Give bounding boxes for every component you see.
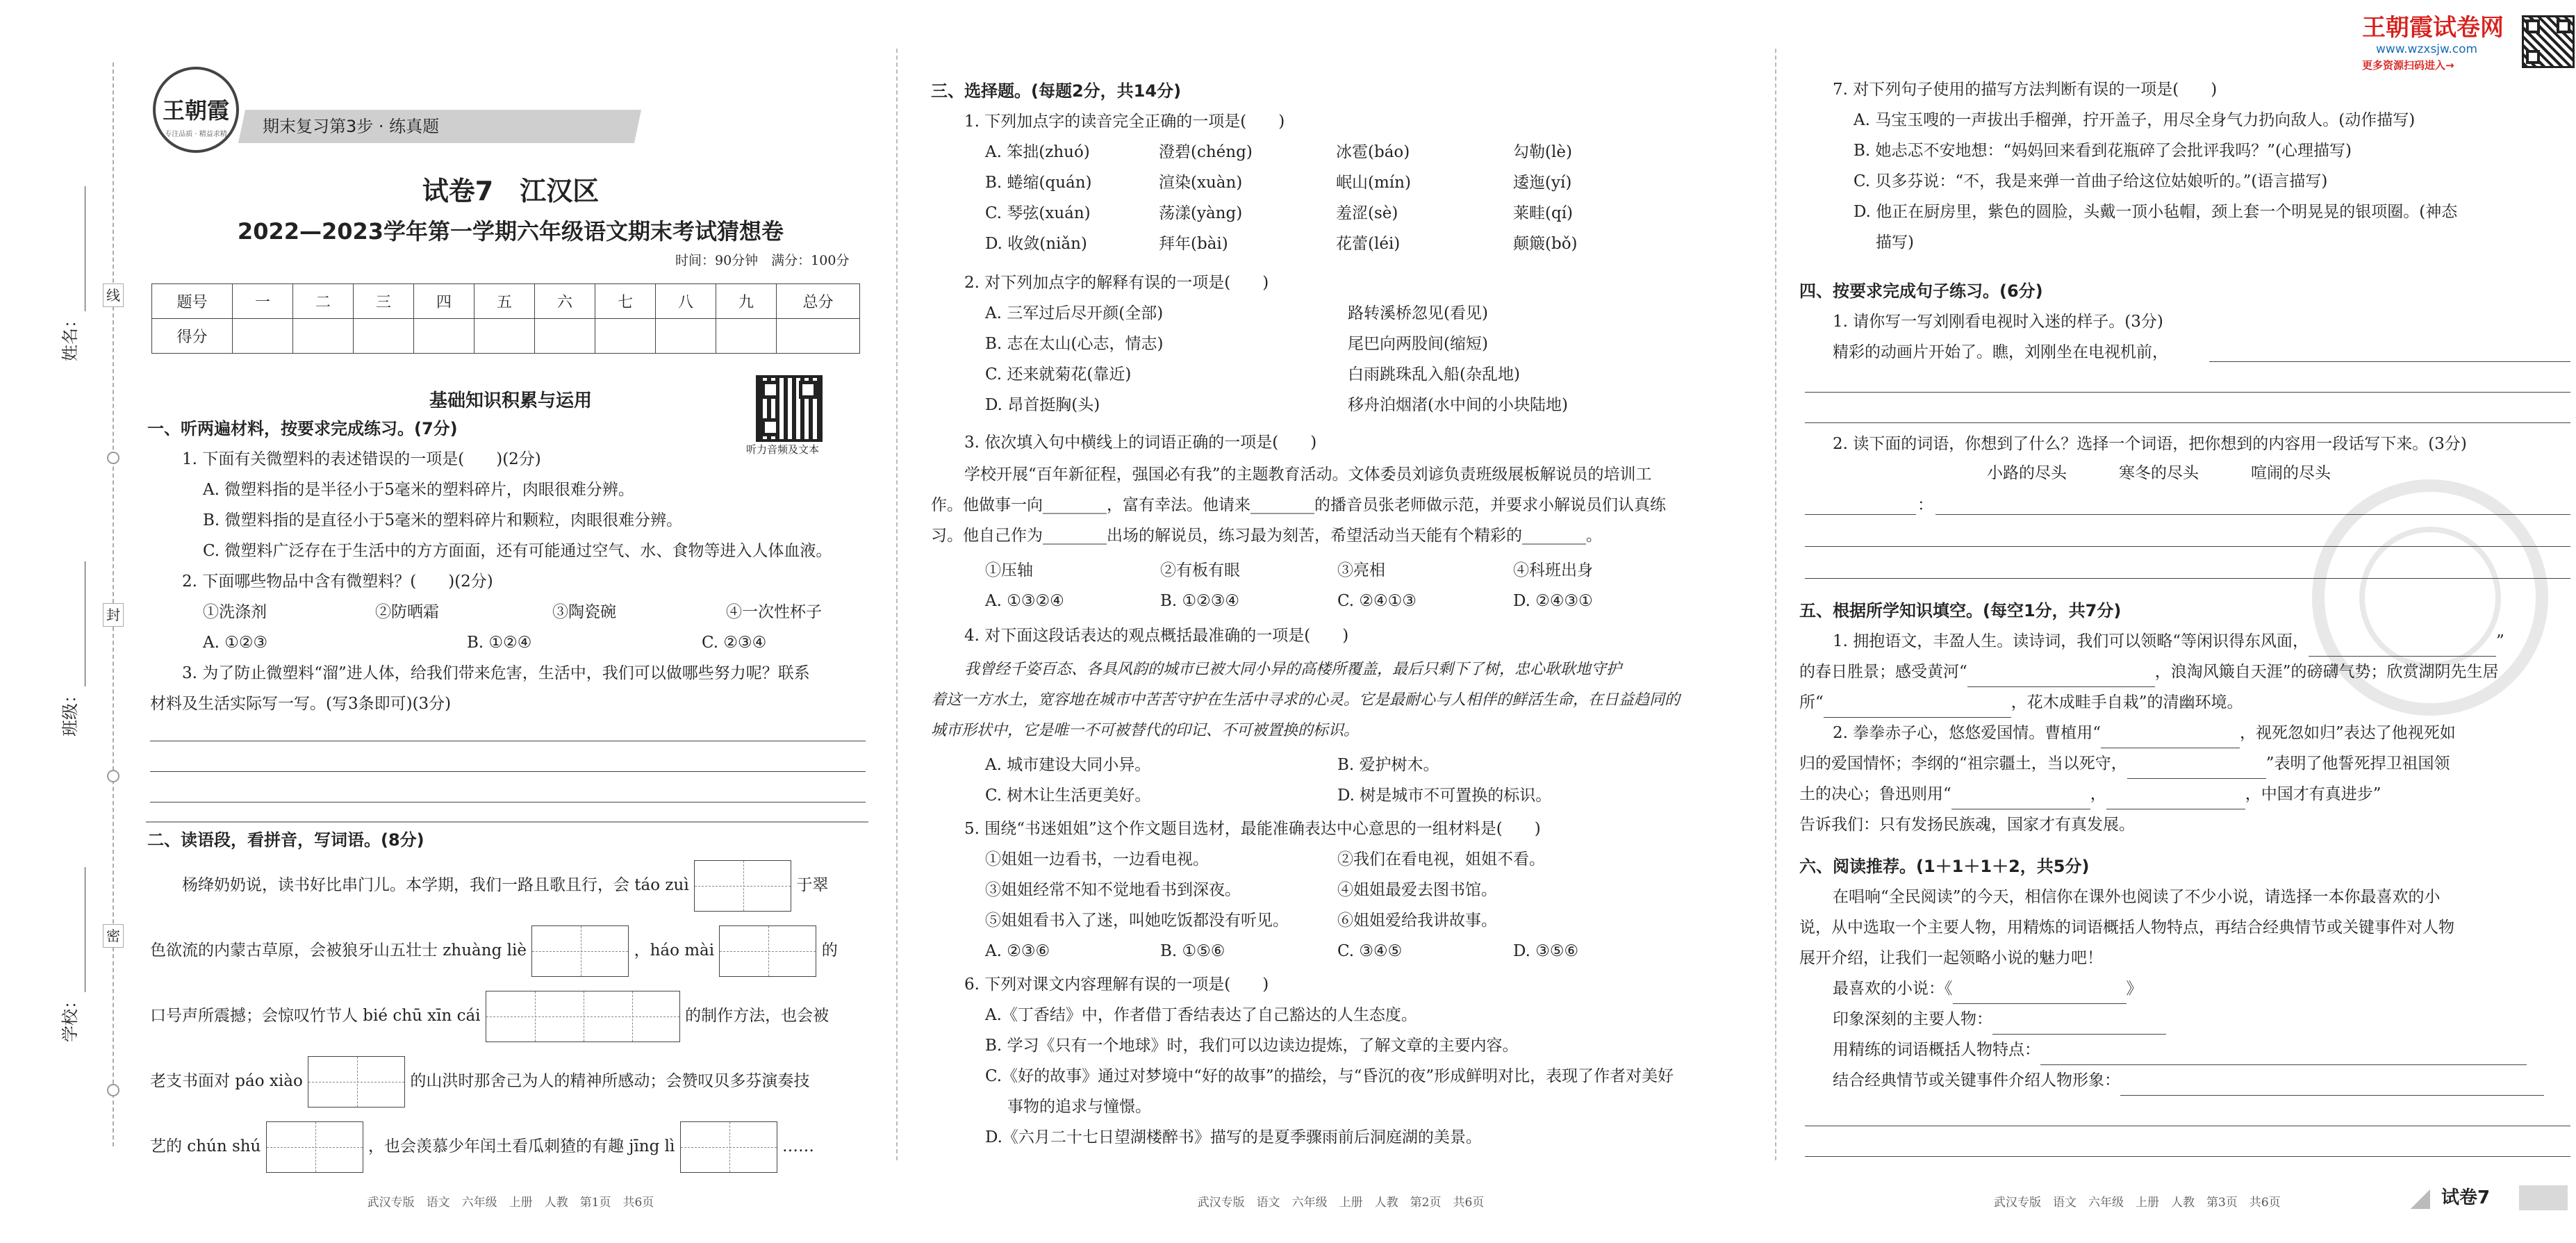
score-cell[interactable] (414, 319, 474, 354)
question-text: 1. 下列加点字的读音完全正确的一项是( ) (964, 113, 1285, 131)
fill-line: 归的爱国情怀；李纲的“祖宗疆土，当以死守， ”表明了他誓死捍卫祖国领 (1799, 749, 2450, 779)
score-header-cell: 六 (535, 284, 595, 319)
option-text: 羞涩(sè) (1336, 204, 1398, 222)
page-footer: 武汉专版 语文 六年级 上册 人教 第3页 共6页 (1994, 1196, 2281, 1210)
item-text: ④一次性杯子 (726, 603, 822, 621)
question-text: 1. 下面有关微塑料的表述错误的一项是( )(2分) (182, 450, 541, 468)
answer-line[interactable] (1805, 546, 2570, 547)
option-text: C. 琴弦(xuán) (985, 204, 1091, 222)
option-text: 逶迤(yí) (1513, 174, 1572, 192)
option-text: ①压轴 (985, 561, 1033, 579)
section-1-heading: 一、听两遍材料，按要求完成练习。(7分) (147, 419, 458, 438)
option-text: A. ②③⑥ (985, 942, 1050, 960)
option-text: C. ②③④ (702, 634, 767, 652)
blank[interactable] (1951, 790, 2090, 809)
score-cell[interactable] (777, 319, 860, 354)
score-header-cell: 九 (716, 284, 777, 319)
fill-line: 土的决心；鲁迅则用“ ， ，中国才有真进步” (1799, 780, 2381, 809)
score-header-cell: 七 (595, 284, 656, 319)
blank[interactable] (1953, 985, 2127, 1004)
sentence-prompt: 精彩的动画片开始了。瞧，刘刚坐在电视机前， (1833, 343, 2168, 361)
brand-slogan: 更多资源扫码进入→ (2362, 59, 2454, 72)
class-field-label[interactable]: 班级： (56, 561, 85, 736)
question-text: 2. 下面哪些物品中含有微塑料？( )(2分) (182, 573, 493, 591)
option-text: D. 昂首挺胸(头) (985, 396, 1100, 414)
option-text: ④姐姐最爱去图书馆。 (1337, 881, 1497, 899)
answer-line[interactable] (1805, 422, 2570, 423)
punch-hole (107, 770, 119, 782)
score-header-cell: 二 (293, 284, 354, 319)
option-text: 澄碧(chéng) (1159, 143, 1253, 161)
option-text: B. 微塑料指的是直径小于5毫米的塑料碎片和颗粒，肉眼很难分辨。 (203, 511, 683, 529)
word-option: 喧闹的尽头 (2251, 464, 2331, 482)
option-text: 冰雹(báo) (1336, 143, 1410, 161)
option-text: A. 三军过后尽开颜(全部) (985, 304, 1164, 322)
brand-url[interactable]: www.wzxsjw.com (2376, 42, 2478, 56)
fill-line: 告诉我们：只有发扬民族魂，国家才有真发展。 (1799, 816, 2135, 834)
question-text: 3. 依次填入句中横线上的词语正确的一项是( ) (964, 434, 1317, 452)
item-text: ②防晒霜 (375, 603, 439, 621)
char-box[interactable] (680, 1121, 777, 1173)
score-cell[interactable] (535, 319, 595, 354)
score-cell[interactable] (474, 319, 535, 354)
fill-line: 2. 拳拳赤子心，悠悠爱国情。曹植用“ ，视死忽如归”表达了他视死如 (1833, 718, 2456, 748)
paper-tag-bar (2519, 1185, 2568, 1210)
option-text: C. ②④①③ (1337, 592, 1417, 610)
fill-line: 最喜欢的小说：《 》 (1833, 974, 2142, 1004)
answer-line[interactable] (1805, 1156, 2570, 1157)
option-text: D. 他正在厨房里，紫色的圆脸，头戴一顶小毡帽，颈上套一个明晃晃的银项圈。(神态 (1853, 203, 2458, 221)
option-text: C. ③④⑤ (1337, 942, 1403, 960)
seal-label-2: 封 (103, 603, 124, 627)
answer-line[interactable] (1805, 514, 1916, 515)
section-6-heading: 六、阅读推荐。(1＋1＋1＋2，共5分) (1799, 857, 2090, 876)
word-option: 寒冬的尽头 (2119, 464, 2199, 482)
passage-text: 作。他做事一向________，富有幸法。他请来________的播音员张老师做示范，并要求小解说员们认真练 (931, 496, 1666, 514)
item-text: ③陶瓷碗 (552, 603, 616, 621)
option-text: 颠簸(bǒ) (1513, 235, 1578, 253)
option-text: A. 笨拙(zhuó) (985, 143, 1090, 161)
paper-tag: 试卷7 (2441, 1187, 2491, 1208)
blank[interactable] (2101, 729, 2240, 748)
fill-line: 用精练的词语概括人物特点： (1833, 1035, 2527, 1065)
brand-qr-icon[interactable] (2522, 15, 2575, 68)
name-field-label[interactable]: 姓名： (56, 186, 85, 361)
option-text: 莱畦(qí) (1513, 204, 1574, 222)
passage-text: 学校开展“百年新征程，强国必有我”的主题教育活动。文体委员刘谚负责班级展板解说员的培训工 (964, 466, 1652, 484)
option-text: B. 学习《只有一个地球》时，我们可以边读边提炼，了解文章的主要内容。 (985, 1037, 1519, 1055)
question-text: 2. 读下面的词语，你想到了什么？选择一个词语，把你想到的内容用一段话写下来。(3分) (1833, 435, 2467, 453)
fill-line: 印象深刻的主要人物： (1833, 1005, 2166, 1035)
word-option: 小路的尽头 (1987, 464, 2067, 482)
char-box[interactable] (531, 925, 629, 977)
option-text: A. ①③②④ (985, 592, 1064, 610)
blank[interactable] (1992, 1015, 2166, 1035)
option-text: D.《六月二十七日望湖楼醉书》描写的是夏季骤雨前后洞庭湖的美景。 (985, 1128, 1482, 1146)
question-text: 7. 对下列句子使用的描写方法判断有误的一项是( ) (1833, 81, 2218, 99)
passage-text: 展开介绍，让我们一起领略小说的魅力吧！ (1799, 949, 2103, 967)
score-header-cell: 八 (656, 284, 716, 319)
option-text: ①姐姐一边看书，一边看电视。 (985, 850, 1209, 869)
fill-line: 的春日胜景；感受黄河“ ，浪淘风簸自天涯”的磅礴气势；欣赏湖阴先生居 (1799, 657, 2499, 687)
score-cell[interactable] (293, 319, 354, 354)
item-text: ①洗涤剂 (203, 603, 267, 621)
step-label: 期末复习第3步 · 练真题 (263, 117, 440, 136)
passage-text: 说，从中选取一个主要人物，用精炼的词语概括人物特点，再结合经典情节或关键事件对人物 (1799, 919, 2454, 937)
section-5-heading: 五、根据所学知识填空。(每空1分，共7分) (1799, 601, 2122, 620)
option-text: 路转溪桥忽见(看见) (1348, 304, 1488, 322)
option-text: A. ①②③ (203, 634, 268, 652)
option-text: C.《好的故事》通过对梦境中“好的故事”的描绘，与“昏沉的夜”形成鲜明对比，表现了作者对美好 (985, 1067, 1674, 1085)
score-cell[interactable] (233, 319, 293, 354)
option-text: 勾勒(lè) (1513, 143, 1572, 161)
option-text: 白雨跳珠乱入船(杂乱地) (1348, 365, 1520, 384)
option-text: ②我们在看电视，姐姐不看。 (1337, 850, 1545, 869)
blank[interactable] (2040, 1046, 2527, 1065)
score-cell[interactable] (595, 319, 656, 354)
option-text: 描写) (1876, 233, 1914, 252)
score-header-cell: 总分 (777, 284, 860, 319)
school-field-label[interactable]: 学校： (56, 867, 85, 1042)
option-text: B. 她忐忑不安地想：“妈妈回来看到花瓶碎了会批评我吗？”(心理描写) (1853, 142, 2352, 160)
option-text: D. ②④③① (1513, 592, 1593, 610)
score-header-cell: 题号 (152, 284, 233, 319)
page-1 (146, 0, 875, 1243)
score-header-cell: 四 (414, 284, 474, 319)
blank[interactable] (2120, 1076, 2544, 1096)
paper-subtitle: 2022—2023学年第一学期六年级语文期末考试猜想卷 (237, 218, 784, 245)
section-divider (146, 821, 868, 823)
paper-title: 试卷7 江汉区 (422, 176, 600, 206)
option-text: B. ①②③④ (1160, 592, 1240, 610)
option-text: A. 微塑料指的是半径小于5毫米的塑料碎片，肉眼很难分辨。 (203, 481, 634, 499)
option-text: B. 蜷缩(quán) (985, 174, 1092, 192)
page-footer: 武汉专版 语文 六年级 上册 人教 第2页 共6页 (1197, 1196, 1485, 1210)
answer-line[interactable] (2209, 361, 2570, 362)
part-title: 基础知识积累与运用 (429, 390, 592, 411)
passage-text: 习。他自己作为________出场的解说员，练习最为刻苦，希望活动当天能有个精彩的________。 (931, 527, 1602, 545)
corner-mark (2411, 1190, 2430, 1209)
option-text: ⑥姐姐爱给我讲故事。 (1337, 912, 1497, 930)
option-text: C. 微塑料广泛存在于生活中的方方面面，还有可能通过空气、水、食物等进入人体血液。 (203, 542, 832, 560)
option-text: 移舟泊烟渚(水中间的小块陆地) (1348, 396, 1568, 414)
option-text: D. 收敛(niǎn) (985, 235, 1087, 253)
page-2 (931, 0, 1751, 1243)
score-row-label: 得分 (152, 319, 233, 354)
option-text: C. 树木让生活更美好。 (985, 787, 1151, 805)
score-cell[interactable] (656, 319, 716, 354)
option-text: 花蕾(léi) (1336, 235, 1401, 253)
option-text: 渲染(xuàn) (1159, 174, 1243, 192)
option-text: B. 志在太山(心志，情志) (985, 335, 1164, 353)
punch-hole (107, 452, 119, 464)
score-cell[interactable] (354, 319, 414, 354)
option-text: ⑤姐姐看书入了迷，叫她吃饭都没有听见。 (985, 912, 1289, 930)
question-text: 5. 围绕“书迷姐姐”这个作文题目选材，最能准确表达中心意思的一组材料是( ) (964, 820, 1541, 838)
score-table (151, 283, 860, 354)
answer-line[interactable] (1805, 578, 2570, 579)
option-text: B. 爱护树木。 (1337, 756, 1439, 774)
page-3 (1799, 0, 2576, 1243)
fill-line: 所“ ，花木成畦手自栽”的清幽环境。 (1799, 688, 2243, 718)
page-footer: 武汉专版 语文 六年级 上册 人教 第1页 共6页 (367, 1196, 654, 1210)
section-3-heading: 三、选择题。(每题2分，共14分) (931, 81, 1182, 101)
option-text: 事物的追求与憧憬。 (1007, 1098, 1151, 1116)
char-box[interactable] (266, 1121, 363, 1173)
seal-label-3: 密 (103, 924, 124, 948)
option-text: D. 树是城市不可置换的标识。 (1337, 787, 1552, 805)
pinyin-line: 艺的 chún shú ，也会羡慕少年闰土看瓜刺猹的有趣 jīng lì …… (150, 1119, 814, 1174)
blank[interactable] (1967, 668, 2155, 687)
pinyin-line: 口号声所震撼；会惊叹竹节人 bié chū xīn cái 的制作方法，也会被 (150, 988, 829, 1044)
qr-caption: 听力音频及文本 (746, 443, 820, 456)
pinyin-line: 色欲流的内蒙古草原，会被狼牙山五壮士 zhuàng liè ，háo mài 的 (150, 923, 838, 978)
blank[interactable] (1824, 698, 2011, 718)
blank[interactable] (2309, 637, 2496, 657)
option-text: ④科班出身 (1513, 561, 1593, 579)
seal-label-1: 线 (103, 283, 124, 307)
option-text: 尾巴向两股间(缩短) (1348, 335, 1488, 353)
page-separator (1775, 49, 1776, 1160)
score-header-cell: 三 (354, 284, 414, 319)
passage-text: 城市形状中，它是唯一不可被替代的印记、不可被置换的标识。 (931, 722, 1360, 739)
option-text: ③亮相 (1337, 561, 1385, 579)
score-cell[interactable] (716, 319, 777, 354)
char-box[interactable] (694, 860, 791, 912)
answer-line[interactable] (1935, 514, 2570, 515)
option-text: B. ①②④ (467, 634, 532, 652)
char-box[interactable] (308, 1056, 405, 1108)
score-header-cell: 五 (474, 284, 535, 319)
fill-line: 结合经典情节或关键事件介绍人物形象： (1833, 1066, 2544, 1096)
question-text: 6. 下列对课文内容理解有误的一项是( ) (964, 976, 1269, 994)
question-text: 1. 请你写一写刘刚看电视时入迷的样子。(3分) (1833, 313, 2163, 331)
brand-name: 王朝霞试卷网 (2362, 14, 2504, 42)
passage-text: 着这一方水土，宽容地在城市中苦苦守护在生活中寻求的心灵。它是最耐心与人相伴的鲜活生命，在日益趋同的 (931, 691, 1681, 709)
option-text: D. ③⑤⑥ (1513, 942, 1579, 960)
blank[interactable] (2127, 759, 2266, 779)
option-text: A. 马宝玉嗖的一声拔出手榴弹，拧开盖子，用尽全身气力扔向敌人。(动作描写) (1853, 111, 2416, 129)
section-2-heading: 二、读语段，看拼音，写词语。(8分) (147, 830, 424, 850)
binding-margin (0, 0, 125, 1243)
punch-hole (107, 1084, 119, 1096)
option-text: C. 贝多芬说：“不，我是来弹一首曲子给这位姑娘听的。”(语言描写) (1853, 172, 2328, 190)
option-text: 岷山(mín) (1336, 174, 1411, 192)
time-score-info: 时间：90分钟 满分：100分 (675, 253, 850, 268)
option-text: 荡漾(yàng) (1159, 204, 1243, 222)
section-4-heading: 四、按要求完成句子练习。(6分) (1799, 281, 2043, 301)
pinyin-line: 杨绛奶奶说，读书好比串门儿。本学期，我们一路且歌且行，会 táo zuì 于翠 (182, 857, 828, 913)
page-separator (896, 49, 898, 1160)
score-header-cell: 一 (233, 284, 293, 319)
option-text: A.《丁香结》中，作者借丁香结表达了自己豁达的人生态度。 (985, 1006, 1417, 1024)
colon: ： (1917, 496, 1933, 514)
passage-text: 在唱响“全民阅读”的今天，相信你在课外也阅读了不少小说，请选择一本你最喜欢的小 (1833, 888, 2441, 906)
blank[interactable] (2106, 790, 2245, 809)
passage-text: 我曾经千姿百态、各具风韵的城市已被大同小异的高楼所覆盖，最后只剩下了树，忠心耿耿地守护 (964, 661, 1622, 678)
fill-line: 1. 拥抱语文，丰盈人生。读诗词，我们可以领略“等闲识得东风面， ” (1833, 627, 2504, 657)
option-text: ②有板有眼 (1160, 561, 1240, 579)
brand-logo: 王朝霞 专注品质 · 精益求精 (153, 67, 239, 153)
question-text: 4. 对下面这段话表达的观点概括最准确的一项是( ) (964, 627, 1349, 645)
char-box[interactable] (486, 991, 680, 1042)
option-text: 拜年(bài) (1159, 235, 1228, 253)
option-text: ③姐姐经常不知不觉地看书到深夜。 (985, 881, 1241, 899)
question-text: 材料及生活实际写一写。(写3条即可)(3分) (150, 695, 452, 713)
char-box[interactable] (719, 925, 816, 977)
option-text: C. 还来就菊花(靠近) (985, 365, 1132, 384)
question-text: 2. 对下列加点字的解释有误的一项是( ) (964, 274, 1269, 292)
answer-line[interactable] (150, 771, 866, 772)
question-text: 3. 为了防止微塑料“溜”进人体，给我们带来危害，生活中，我们可以做哪些努力呢？联系 (182, 664, 810, 682)
answer-line[interactable] (1805, 392, 2570, 393)
option-text: A. 城市建设大同小异。 (985, 756, 1151, 774)
pinyin-line: 老支书面对 páo xiào 的山洪时那舍己为人的精神所感动；会赞叹贝多芬演奏技 (150, 1053, 809, 1109)
option-text: B. ①⑤⑥ (1160, 942, 1225, 960)
